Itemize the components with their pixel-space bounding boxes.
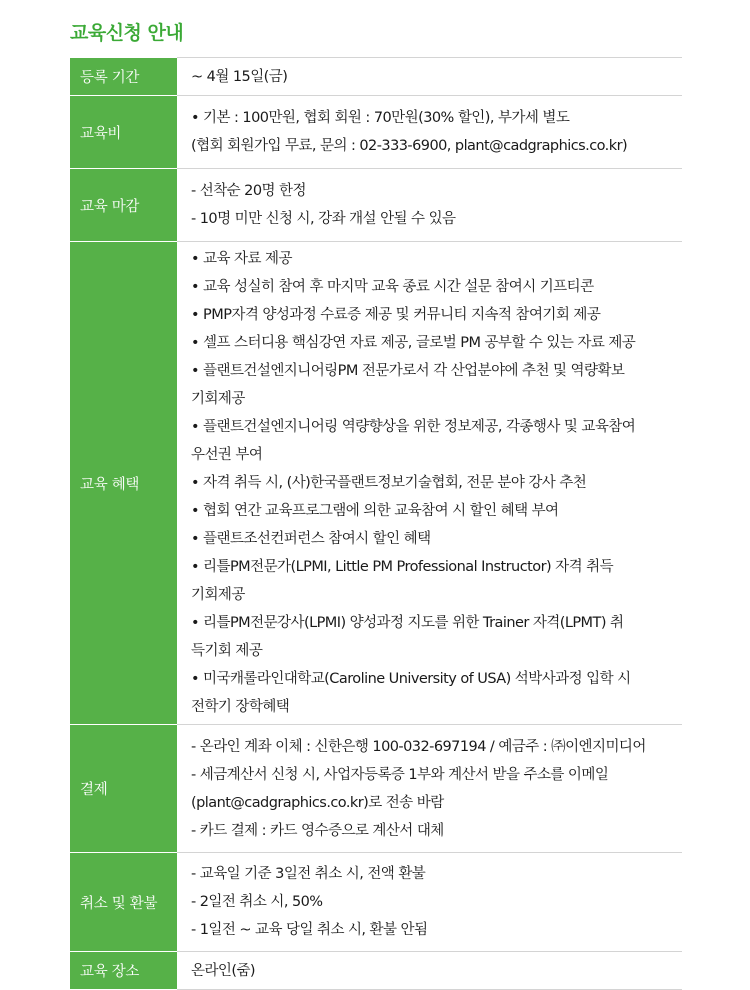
row-tuition-fee <box>70 96 682 169</box>
row-cancellation-refund <box>70 853 682 952</box>
content-line: • 협회 연간 교육프로그램에 의한 교육참여 시 할인 혜택 부여 <box>191 503 559 519</box>
content-line: • 교육 자료 제공 <box>191 251 292 267</box>
content-line: - 세금계산서 신청 시, 사업자등록증 1부와 계산서 받을 주소를 이메일 <box>191 766 609 783</box>
content-line: • 기본 : 100만원, 협회 회원 : 70만원(30% 할인), 부가세 별도 <box>191 110 570 126</box>
content-line: 득기회 제공 <box>191 643 263 659</box>
row-payment <box>70 725 682 853</box>
info-table <box>70 57 682 990</box>
content-line: - 10명 미만 신청 시, 강좌 개설 안될 수 있음 <box>191 211 456 227</box>
content-line: (협회 회원가입 무료, 문의 : 02-333-6900, plant@cadgraphics.co.kr) <box>191 138 628 154</box>
row-content <box>177 853 682 952</box>
row-label: 결제 <box>70 725 177 853</box>
content-line: • 플랜트건설엔지니어링PM 전문가로서 각 산업분야에 추천 및 역량확보 <box>191 363 625 379</box>
page-title: 교육신청 안내 <box>70 22 184 44</box>
content-line: • 플랜트조선컨퍼런스 참여시 할인 혜택 <box>191 531 431 547</box>
content-line: • 자격 취득 시, (사)한국플랜트정보기술협회, 전문 분야 강사 추천 <box>191 475 587 491</box>
row-deadline <box>70 169 682 242</box>
row-content <box>177 169 682 242</box>
row-content <box>177 952 682 990</box>
content-line: • 리틀PM전문가(LPMI, Little PM Professional Instructor) 자격 취득 <box>191 559 614 575</box>
content-line: ~ 4월 15일(금) <box>191 68 288 85</box>
row-venue <box>70 952 682 990</box>
content-line: • 셀프 스터디용 핵심강연 자료 제공, 글로벌 PM 공부할 수 있는 자료 제공 <box>191 335 636 351</box>
row-label: 교육비 <box>70 96 177 169</box>
content-line: (plant@cadgraphics.co.kr)로 전송 바람 <box>191 794 444 811</box>
row-benefits <box>70 242 682 725</box>
content-line: • 교육 성실히 참여 후 마지막 교육 종료 시간 설문 참여시 기프티콘 <box>191 279 594 295</box>
row-content <box>177 96 682 169</box>
row-content <box>177 725 682 853</box>
content-line: - 2일전 취소 시, 50% <box>191 894 323 910</box>
content-line: • 미국캐롤라인대학교(Caroline University of USA) 석박사과정 입학 시 <box>191 671 631 687</box>
row-label: 취소 및 환불 <box>70 853 177 952</box>
content-line: 온라인(줌) <box>191 962 256 979</box>
content-line: - 교육일 기준 3일전 취소 시, 전액 환불 <box>191 866 426 882</box>
content-line: - 선착순 20명 한정 <box>191 183 306 199</box>
row-label: 등록 기간 <box>70 58 177 96</box>
content-line: 기회제공 <box>191 587 245 603</box>
row-content <box>177 58 682 96</box>
row-content <box>177 242 682 725</box>
row-label: 교육 혜택 <box>70 242 177 725</box>
content-line: - 카드 결제 : 카드 영수증으로 계산서 대체 <box>191 822 444 839</box>
row-label: 교육 마감 <box>70 169 177 242</box>
content-line: • 플랜트건설엔지니어링 역량향상을 위한 정보제공, 각종행사 및 교육참여 <box>191 419 636 435</box>
row-label: 교육 장소 <box>70 952 177 990</box>
content-line: • PMP자격 양성과정 수료증 제공 및 커뮤니티 지속적 참여기회 제공 <box>191 307 601 323</box>
content-line: • 리틀PM전문강사(LPMI) 양성과정 지도를 위한 Trainer 자격(LPMT) 취 <box>191 615 624 631</box>
content-line: - 온라인 계좌 이체 : 신한은행 100-032-697194 / 예금주 : ㈜이엔지미디어 <box>191 738 646 755</box>
content-line: 전학기 장학혜택 <box>191 699 290 715</box>
content-line: - 1일전 ~ 교육 당일 취소 시, 환불 안됨 <box>191 922 428 938</box>
row-registration-period <box>70 58 682 96</box>
content-line: 기회제공 <box>191 391 245 407</box>
content-line: 우선권 부여 <box>191 447 263 463</box>
